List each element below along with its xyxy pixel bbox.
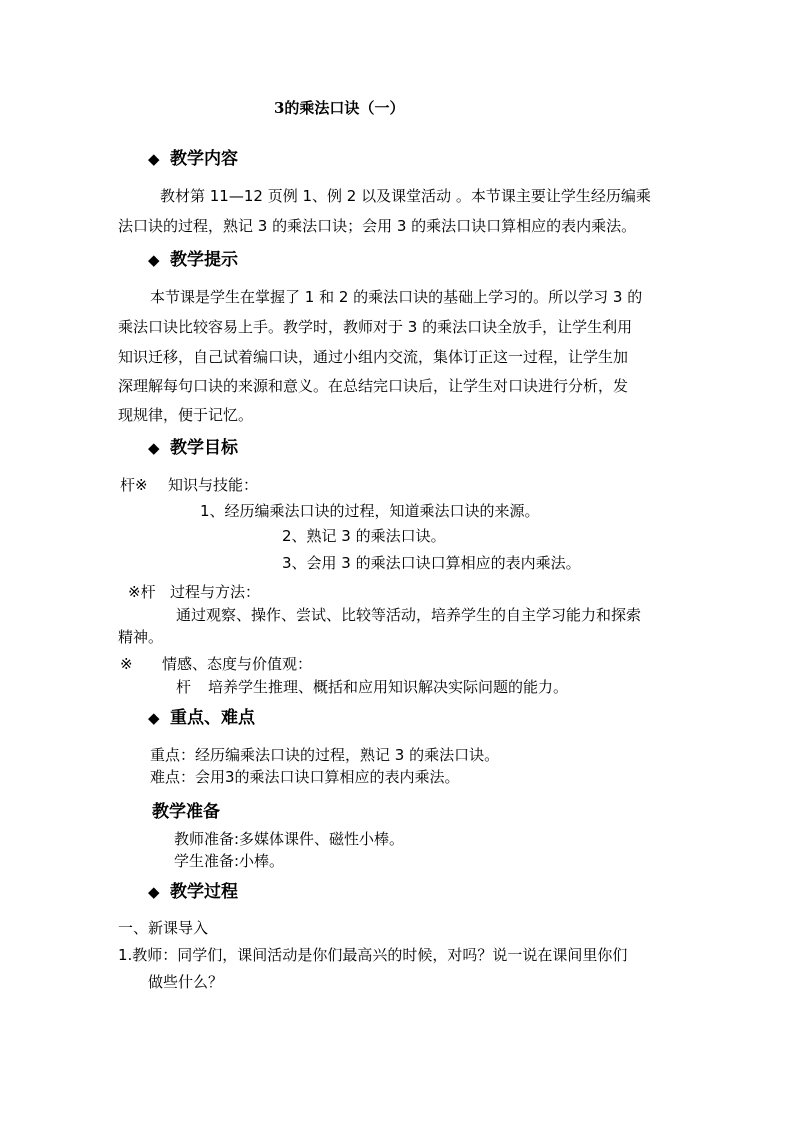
- section-heading-hint: [148, 249, 238, 271]
- knowledge-item-2: 2、熟记 3 的乘法口诀。: [282, 527, 446, 545]
- content-line-2: 法口诀的过程，熟记 3 的乘法口诀；会用 3 的乘法口诀口算相应的表内乘法。: [118, 217, 637, 235]
- diamond-bullet-icon: ◆: [148, 251, 160, 269]
- section-heading-content: [148, 148, 238, 170]
- emotion-label: 情感、态度与价值观：: [162, 655, 313, 673]
- document-title: 3的乘法口诀（一）: [274, 99, 405, 117]
- knowledge-item-3: 3、会用 3 的乘法口诀口算相应的表内乘法。: [282, 554, 581, 572]
- hint-line-3: 知识迁移，自己试着编口诀，通过小组内交流，集体订正这一过程，让学生加: [118, 348, 629, 366]
- process-sub-heading: 一、新课导入: [118, 919, 209, 937]
- key-line-2: 难点：会用3的乘法口诀口算相应的表内乘法。: [150, 768, 460, 786]
- emotion-sub-marker: 杆: [176, 678, 192, 696]
- hint-line-4: 深理解每句口诀的来源和意义。在总结完口诀后，让学生对口诀进行分析，发: [118, 377, 629, 395]
- section-heading-process: [148, 881, 238, 903]
- section-heading-key: [148, 707, 255, 729]
- heading-text: 教学目标: [170, 438, 238, 458]
- heading-text: 教学提示: [170, 250, 238, 270]
- diamond-bullet-icon: ◆: [148, 883, 160, 901]
- process-line-2: 精神。: [118, 628, 164, 646]
- process-marker: ※杆: [128, 583, 156, 601]
- heading-text: 教学过程: [170, 882, 238, 902]
- diamond-bullet-icon: ◆: [148, 709, 160, 727]
- emotion-marker: ※: [120, 655, 133, 673]
- prep-line-2: 学生准备:小棒。: [174, 852, 285, 870]
- heading-text: 教学内容: [170, 149, 238, 169]
- heading-text: 重点、难点: [170, 708, 255, 728]
- prep-line-1: 教师准备:多媒体课件、磁性小棒。: [174, 830, 405, 848]
- content-line-1: 教材第 11—12 页例 1、例 2 以及课堂活动 。本节课主要让学生经历编乘: [160, 187, 651, 205]
- key-line-1: 重点：经历编乘法口诀的过程，熟记 3 的乘法口诀。: [150, 746, 500, 764]
- diamond-bullet-icon: ◆: [148, 439, 160, 457]
- process-step-line-2: 做些什么？: [148, 973, 224, 991]
- knowledge-item-1: 1、经历编乘法口诀的过程，知道乘法口诀的来源。: [200, 502, 540, 520]
- knowledge-label: 知识与技能：: [168, 476, 259, 494]
- process-label: 过程与方法：: [170, 583, 261, 601]
- hint-line-5: 现规律，便于记忆。: [118, 406, 254, 424]
- emotion-item: 培养学生推理、概括和应用知识解决实际问题的能力。: [208, 678, 569, 696]
- hint-line-1: 本节课是学生在掌握了 1 和 2 的乘法口诀的基础上学习的。所以学习 3 的: [150, 288, 643, 306]
- knowledge-marker: 杆※: [120, 476, 148, 494]
- section-heading-prep: 教学准备: [152, 802, 220, 822]
- diamond-bullet-icon: ◆: [148, 150, 160, 168]
- process-step-line-1: 1.教师：同学们，课间活动是你们最高兴的时候，对吗？说一说在课间里你们: [118, 946, 628, 964]
- section-heading-goals: [148, 437, 238, 459]
- process-line-1: 通过观察、操作、尝试、比较等活动，培养学生的自主学习能力和探索: [176, 606, 642, 624]
- hint-line-2: 乘法口诀比较容易上手。教学时，教师对于 3 的乘法口诀全放手，让学生利用: [118, 318, 633, 336]
